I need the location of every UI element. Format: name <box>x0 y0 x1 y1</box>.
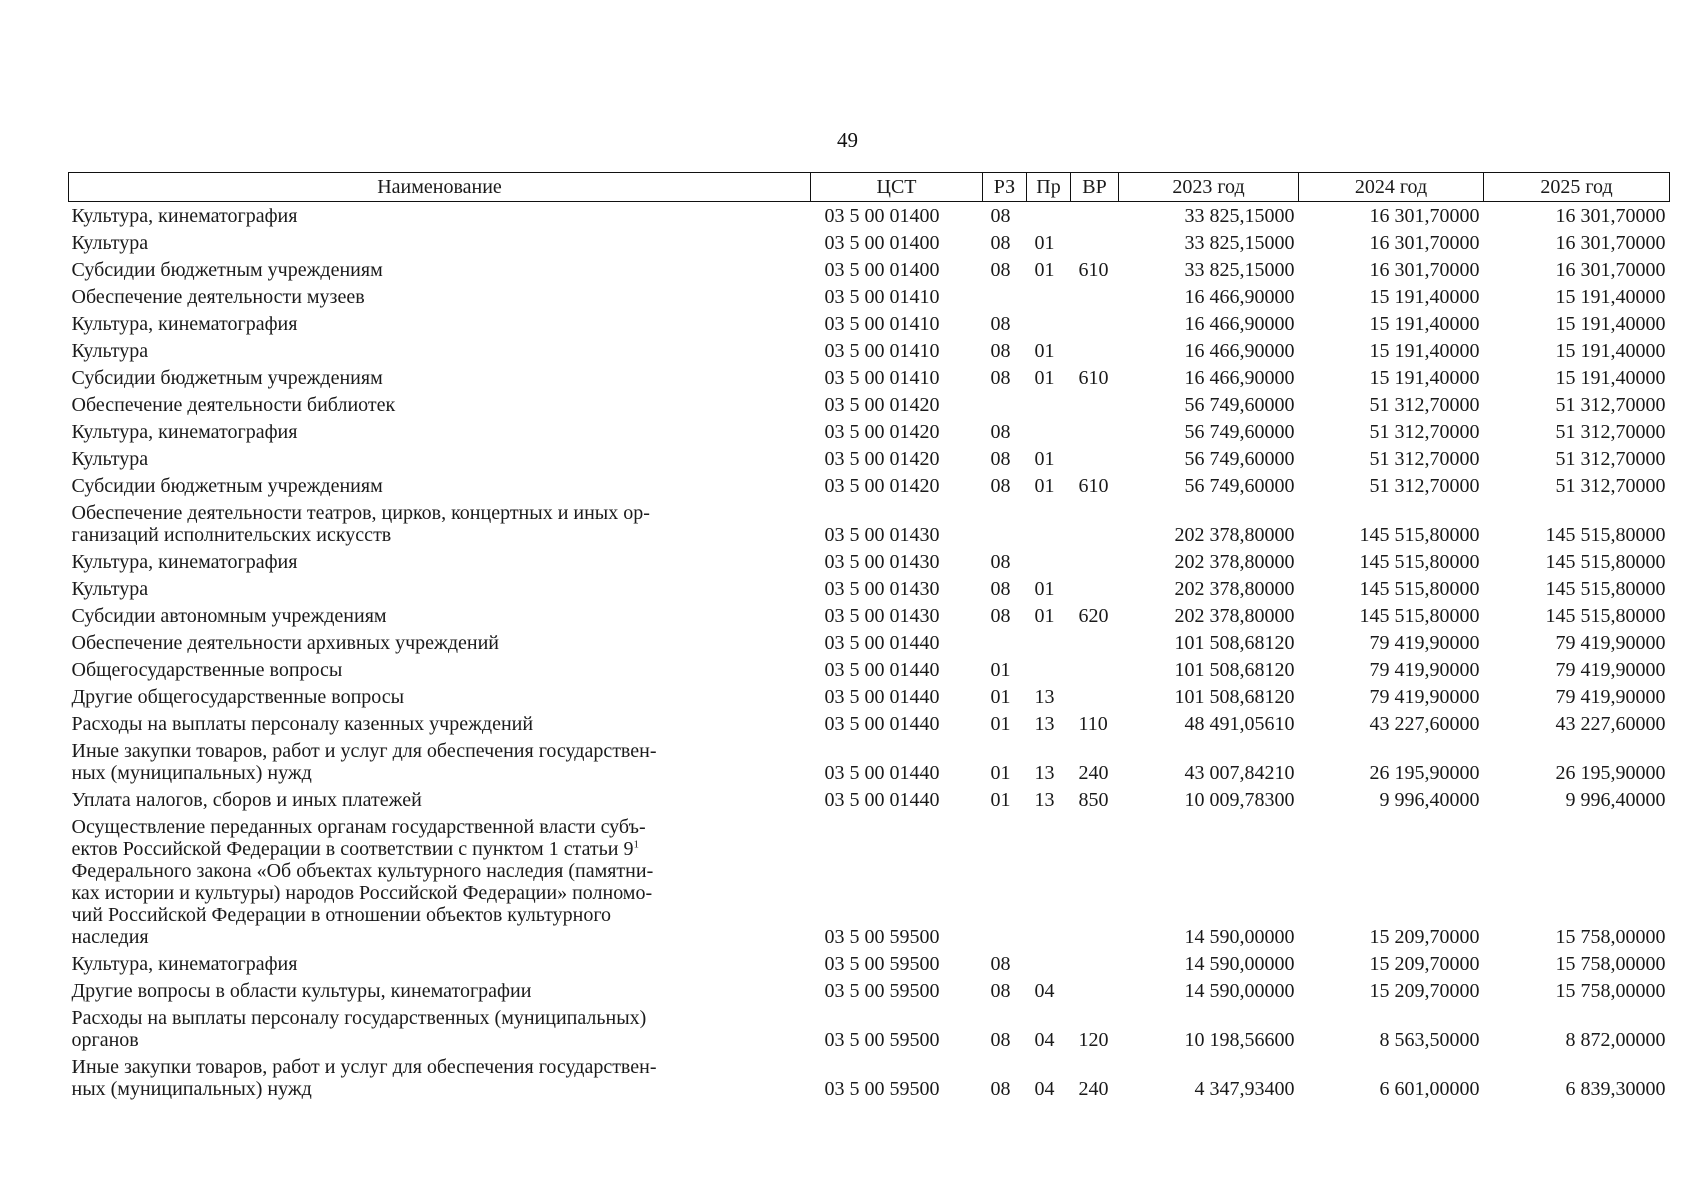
header-2023: 2023 год <box>1119 173 1299 202</box>
cell-name-text: Осуществление переданных органам государственной власти субъ- ектов Российской Федерации в соответствии с пунктом 1 статьи 9 <box>71 816 646 860</box>
cell-name <box>69 445 811 472</box>
cell-cst: 03 5 00 01440 <box>824 659 940 681</box>
cell-2025: 145 515,80000 <box>1545 578 1666 600</box>
cell-name <box>69 977 811 1004</box>
table-row <box>69 710 1670 737</box>
table-row <box>69 391 1670 418</box>
cell-2023: 101 508,68120 <box>1174 686 1295 708</box>
table-row <box>69 656 1670 683</box>
cell-2024: 9 996,40000 <box>1379 789 1480 811</box>
cell-cst: 03 5 00 59500 <box>824 1078 940 1100</box>
cell-name-text-continued: Федерального закона «Об объектах культурного наследия (памятни- ках истории и культуры) народов Российской Федерации» полномо- чий Российской Федерации в отношении объектов культурного наследия <box>71 860 654 948</box>
cell-name <box>69 256 811 283</box>
table-row <box>69 977 1670 1004</box>
cell-name <box>69 337 811 364</box>
cell-2023: 10 009,78300 <box>1184 789 1295 811</box>
cell-2025: 15 191,40000 <box>1555 286 1666 308</box>
cell-vr: 120 <box>1078 1029 1109 1051</box>
table-row <box>69 229 1670 256</box>
cell-2025: 145 515,80000 <box>1545 524 1666 546</box>
cell-2024: 15 191,40000 <box>1369 340 1480 362</box>
cell-2024: 8 563,50000 <box>1379 1029 1480 1051</box>
cell-rz: 08 <box>990 259 1011 281</box>
cell-2023: 14 590,00000 <box>1184 953 1295 975</box>
cell-name <box>69 1004 811 1053</box>
cell-cst: 03 5 00 01430 <box>824 578 940 600</box>
cell-pr: 13 <box>1034 686 1055 708</box>
cell-rz: 08 <box>990 205 1011 227</box>
cell-name-text: Уплата налогов, сборов и иных платежей <box>71 789 422 811</box>
cell-2024: 26 195,90000 <box>1369 762 1480 784</box>
cell-name-text: Культура <box>71 448 149 470</box>
cell-2025: 79 419,90000 <box>1555 632 1666 654</box>
cell-cst: 03 5 00 01410 <box>824 367 940 389</box>
cell-2023: 4 347,93400 <box>1194 1078 1295 1100</box>
cell-name <box>69 629 811 656</box>
cell-vr <box>1071 629 1119 656</box>
cell-rz: 08 <box>990 367 1011 389</box>
cell-2023: 33 825,15000 <box>1184 232 1295 254</box>
cell-name <box>69 813 811 950</box>
cell-2025: 15 191,40000 <box>1555 367 1666 389</box>
cell-vr <box>1071 683 1119 710</box>
cell-2024: 15 191,40000 <box>1369 286 1480 308</box>
cell-vr <box>1071 656 1119 683</box>
cell-pr: 04 <box>1034 1029 1055 1051</box>
cell-2024: 145 515,80000 <box>1359 605 1480 627</box>
page-number: 49 <box>837 128 858 152</box>
cell-2024: 15 209,70000 <box>1369 953 1480 975</box>
cell-name <box>69 786 811 813</box>
cell-rz: 08 <box>990 1078 1011 1100</box>
cell-name-text: Обеспечение деятельности библиотек <box>71 394 396 416</box>
cell-name <box>69 656 811 683</box>
cell-cst: 03 5 00 01400 <box>824 205 940 227</box>
cell-2025: 15 758,00000 <box>1555 953 1666 975</box>
cell-vr <box>1071 575 1119 602</box>
cell-rz <box>983 813 1027 950</box>
cell-name <box>69 391 811 418</box>
cell-2025: 51 312,70000 <box>1555 394 1666 416</box>
cell-pr: 01 <box>1034 259 1055 281</box>
header-rz: РЗ <box>983 173 1027 202</box>
header-2024: 2024 год <box>1299 173 1484 202</box>
table-row <box>69 629 1670 656</box>
cell-vr: 110 <box>1078 713 1108 735</box>
table-row <box>69 602 1670 629</box>
cell-name-text: Культура <box>71 578 149 600</box>
cell-cst: 03 5 00 59500 <box>824 926 940 948</box>
cell-cst: 03 5 00 01400 <box>824 232 940 254</box>
table-row <box>69 499 1670 548</box>
cell-name <box>69 310 811 337</box>
cell-2025: 15 758,00000 <box>1555 980 1666 1002</box>
cell-rz: 01 <box>990 659 1011 681</box>
table-row <box>69 337 1670 364</box>
table-row <box>69 737 1670 786</box>
cell-rz <box>983 391 1027 418</box>
cell-vr <box>1071 202 1119 230</box>
cell-rz: 01 <box>990 762 1011 784</box>
cell-cst: 03 5 00 01420 <box>824 421 940 443</box>
cell-2025: 15 191,40000 <box>1555 340 1666 362</box>
cell-name-text: Другие общегосударственные вопросы <box>71 686 405 708</box>
cell-vr: 240 <box>1078 762 1109 784</box>
cell-rz <box>983 629 1027 656</box>
cell-cst: 03 5 00 59500 <box>824 953 940 975</box>
table-body <box>69 202 1670 1103</box>
cell-rz: 01 <box>990 713 1011 735</box>
cell-vr <box>1071 950 1119 977</box>
cell-2023: 56 749,60000 <box>1184 475 1295 497</box>
cell-2025: 79 419,90000 <box>1555 659 1666 681</box>
cell-rz: 08 <box>990 1029 1011 1051</box>
cell-name <box>69 202 811 230</box>
cell-cst: 03 5 00 01440 <box>824 762 940 784</box>
cell-name <box>69 710 811 737</box>
cell-2024: 15 191,40000 <box>1369 367 1480 389</box>
cell-pr: 04 <box>1034 980 1055 1002</box>
cell-cst: 03 5 00 01440 <box>824 632 940 654</box>
cell-2023: 16 466,90000 <box>1184 367 1295 389</box>
cell-2024: 51 312,70000 <box>1369 421 1480 443</box>
cell-2024: 6 601,00000 <box>1379 1078 1480 1100</box>
cell-name <box>69 683 811 710</box>
cell-pr: 13 <box>1034 789 1055 811</box>
cell-vr: 610 <box>1078 367 1109 389</box>
cell-2024: 145 515,80000 <box>1359 551 1480 573</box>
cell-2025: 51 312,70000 <box>1555 475 1666 497</box>
table-row <box>69 256 1670 283</box>
cell-2024: 51 312,70000 <box>1369 448 1480 470</box>
cell-2024: 15 191,40000 <box>1369 313 1480 335</box>
cell-pr: 01 <box>1034 232 1055 254</box>
table-row <box>69 683 1670 710</box>
cell-pr: 01 <box>1034 448 1055 470</box>
cell-2024: 16 301,70000 <box>1369 232 1480 254</box>
cell-2023: 33 825,15000 <box>1184 205 1295 227</box>
cell-rz: 08 <box>990 448 1011 470</box>
table-header-row <box>69 173 1670 202</box>
cell-rz: 08 <box>990 980 1011 1002</box>
cell-name <box>69 364 811 391</box>
table-row <box>69 472 1670 499</box>
table-row <box>69 548 1670 575</box>
table-row <box>69 202 1670 230</box>
cell-pr: 01 <box>1034 367 1055 389</box>
cell-name <box>69 1053 811 1102</box>
cell-2024: 79 419,90000 <box>1369 686 1480 708</box>
cell-2025: 79 419,90000 <box>1555 686 1666 708</box>
cell-pr: 01 <box>1034 340 1055 362</box>
cell-2025: 51 312,70000 <box>1555 421 1666 443</box>
cell-pr <box>1027 813 1071 950</box>
cell-name-text: Расходы на выплаты персоналу казенных учреждений <box>71 713 534 735</box>
cell-name <box>69 472 811 499</box>
cell-2023: 101 508,68120 <box>1174 632 1295 654</box>
cell-name-text: Культура, кинематография <box>71 205 298 227</box>
cell-name <box>69 283 811 310</box>
table-row <box>69 364 1670 391</box>
cell-2024: 51 312,70000 <box>1369 394 1480 416</box>
cell-vr <box>1071 548 1119 575</box>
cell-2025: 9 996,40000 <box>1565 789 1666 811</box>
cell-2023: 10 198,56600 <box>1184 1029 1295 1051</box>
cell-2025: 16 301,70000 <box>1555 259 1666 281</box>
cell-rz: 01 <box>990 686 1011 708</box>
cell-2024: 43 227,60000 <box>1369 713 1480 735</box>
header-2025: 2025 год <box>1484 173 1670 202</box>
cell-name-text: Расходы на выплаты персоналу государственных (муниципальных) органов <box>71 1007 647 1051</box>
cell-rz: 08 <box>990 475 1011 497</box>
cell-pr <box>1027 629 1071 656</box>
cell-name-text: Культура, кинематография <box>71 313 298 335</box>
table-row <box>69 786 1670 813</box>
cell-2024: 15 209,70000 <box>1369 980 1480 1002</box>
cell-vr: 240 <box>1078 1078 1109 1100</box>
cell-pr <box>1027 548 1071 575</box>
cell-2023: 48 491,05610 <box>1184 713 1295 735</box>
cell-cst: 03 5 00 01430 <box>824 524 940 546</box>
cell-name-text: Субсидии бюджетным учреждениям <box>71 367 383 389</box>
cell-cst: 03 5 00 01410 <box>824 313 940 335</box>
table-row <box>69 445 1670 472</box>
cell-name-text: Субсидии бюджетным учреждениям <box>71 475 383 497</box>
cell-2023: 202 378,80000 <box>1174 551 1295 573</box>
cell-vr <box>1071 499 1119 548</box>
cell-2025: 6 839,30000 <box>1565 1078 1666 1100</box>
cell-2024: 79 419,90000 <box>1369 632 1480 654</box>
cell-cst: 03 5 00 01440 <box>824 686 940 708</box>
cell-2025: 16 301,70000 <box>1555 205 1666 227</box>
cell-name-text: Обеспечение деятельности театров, цирков, концертных и иных ор- ганизаций исполнительских искусств <box>71 502 650 546</box>
cell-name <box>69 418 811 445</box>
cell-2023: 33 825,15000 <box>1184 259 1295 281</box>
cell-pr <box>1027 283 1071 310</box>
cell-pr: 01 <box>1034 605 1055 627</box>
cell-pr <box>1027 499 1071 548</box>
cell-vr <box>1071 813 1119 950</box>
budget-table <box>68 172 1670 1102</box>
cell-vr: 620 <box>1078 605 1109 627</box>
cell-name-text: Культура <box>71 340 149 362</box>
cell-pr: 13 <box>1034 713 1055 735</box>
cell-rz: 01 <box>990 789 1011 811</box>
cell-pr: 01 <box>1034 475 1055 497</box>
cell-rz: 08 <box>990 953 1011 975</box>
cell-name-text: Иные закупки товаров, работ и услуг для обеспечения государствен- ных (муниципальных) нужд <box>71 1056 657 1100</box>
cell-cst: 03 5 00 01420 <box>824 448 940 470</box>
cell-2023: 101 508,68120 <box>1174 659 1295 681</box>
cell-cst: 03 5 00 01420 <box>824 475 940 497</box>
cell-2024: 15 209,70000 <box>1369 926 1480 948</box>
cell-cst: 03 5 00 01410 <box>824 286 940 308</box>
cell-2025: 16 301,70000 <box>1555 232 1666 254</box>
cell-name <box>69 602 811 629</box>
cell-vr <box>1071 229 1119 256</box>
cell-name-text: Субсидии автономным учреждениям <box>71 605 387 627</box>
cell-name-text: Общегосударственные вопросы <box>71 659 343 681</box>
cell-name-text: Культура, кинематография <box>71 421 298 443</box>
cell-pr: 04 <box>1034 1078 1055 1100</box>
cell-name <box>69 575 811 602</box>
cell-2025: 26 195,90000 <box>1555 762 1666 784</box>
table-row <box>69 813 1670 950</box>
cell-name-text: Обеспечение деятельности архивных учреждений <box>71 632 499 654</box>
cell-name-text: Культура <box>71 232 149 254</box>
cell-cst: 03 5 00 59500 <box>824 980 940 1002</box>
cell-cst: 03 5 00 01420 <box>824 394 940 416</box>
cell-2023: 14 590,00000 <box>1184 926 1295 948</box>
cell-name-text: Культура, кинематография <box>71 551 298 573</box>
cell-2023: 56 749,60000 <box>1184 394 1295 416</box>
table-row <box>69 310 1670 337</box>
cell-2024: 16 301,70000 <box>1369 205 1480 227</box>
table-row <box>69 950 1670 977</box>
cell-cst: 03 5 00 01410 <box>824 340 940 362</box>
header-vr: ВР <box>1071 173 1119 202</box>
cell-vr <box>1071 445 1119 472</box>
cell-vr: 850 <box>1078 789 1109 811</box>
cell-vr <box>1071 310 1119 337</box>
cell-vr: 610 <box>1078 475 1109 497</box>
cell-rz <box>983 283 1027 310</box>
cell-name-text: Субсидии бюджетным учреждениям <box>71 259 383 281</box>
cell-2025: 51 312,70000 <box>1555 448 1666 470</box>
cell-pr <box>1027 418 1071 445</box>
cell-pr <box>1027 391 1071 418</box>
cell-name-text: Культура, кинематография <box>71 953 298 975</box>
cell-2023: 16 466,90000 <box>1184 286 1295 308</box>
cell-2024: 145 515,80000 <box>1359 524 1480 546</box>
cell-2023: 43 007,84210 <box>1184 762 1295 784</box>
cell-cst: 03 5 00 01440 <box>824 713 940 735</box>
table-row <box>69 575 1670 602</box>
cell-name <box>69 950 811 977</box>
cell-2023: 16 466,90000 <box>1184 313 1295 335</box>
cell-pr: 01 <box>1034 578 1055 600</box>
cell-pr <box>1027 950 1071 977</box>
header-name: Наименование <box>69 173 811 202</box>
cell-2024: 145 515,80000 <box>1359 578 1480 600</box>
cell-2025: 145 515,80000 <box>1545 551 1666 573</box>
cell-rz: 08 <box>990 551 1011 573</box>
cell-rz: 08 <box>990 340 1011 362</box>
cell-name <box>69 548 811 575</box>
cell-2023: 202 378,80000 <box>1174 578 1295 600</box>
footnote-mark: 1 <box>633 838 639 851</box>
cell-rz: 08 <box>990 605 1011 627</box>
cell-name-text: Другие вопросы в области культуры, кинематографии <box>71 980 532 1002</box>
cell-2025: 15 191,40000 <box>1555 313 1666 335</box>
cell-2024: 16 301,70000 <box>1369 259 1480 281</box>
table-row <box>69 418 1670 445</box>
cell-2023: 56 749,60000 <box>1184 448 1295 470</box>
cell-vr <box>1071 418 1119 445</box>
cell-pr <box>1027 202 1071 230</box>
cell-2023: 16 466,90000 <box>1184 340 1295 362</box>
cell-cst: 03 5 00 01430 <box>824 605 940 627</box>
cell-2025: 8 872,00000 <box>1565 1029 1666 1051</box>
header-pr: Пр <box>1027 173 1071 202</box>
cell-cst: 03 5 00 01440 <box>824 789 940 811</box>
cell-rz: 08 <box>990 421 1011 443</box>
table-row <box>69 1004 1670 1053</box>
cell-rz: 08 <box>990 313 1011 335</box>
cell-rz: 08 <box>990 578 1011 600</box>
cell-name <box>69 229 811 256</box>
cell-pr <box>1027 656 1071 683</box>
cell-vr <box>1071 337 1119 364</box>
cell-2023: 202 378,80000 <box>1174 605 1295 627</box>
cell-2025: 15 758,00000 <box>1555 926 1666 948</box>
cell-2023: 56 749,60000 <box>1184 421 1295 443</box>
cell-cst: 03 5 00 01400 <box>824 259 940 281</box>
cell-pr: 13 <box>1034 762 1055 784</box>
cell-cst: 03 5 00 59500 <box>824 1029 940 1051</box>
cell-2025: 43 227,60000 <box>1555 713 1666 735</box>
cell-2023: 202 378,80000 <box>1174 524 1295 546</box>
cell-2025: 145 515,80000 <box>1545 605 1666 627</box>
cell-name-text: Обеспечение деятельности музеев <box>71 286 365 308</box>
cell-vr <box>1071 283 1119 310</box>
cell-2024: 79 419,90000 <box>1369 659 1480 681</box>
cell-vr <box>1071 391 1119 418</box>
cell-name <box>69 737 811 786</box>
table-row <box>69 283 1670 310</box>
cell-name <box>69 499 811 548</box>
cell-name-text: Иные закупки товаров, работ и услуг для обеспечения государствен- ных (муниципальных) нужд <box>71 740 657 784</box>
cell-rz <box>983 499 1027 548</box>
cell-cst: 03 5 00 01430 <box>824 551 940 573</box>
cell-2023: 14 590,00000 <box>1184 980 1295 1002</box>
cell-2024: 51 312,70000 <box>1369 475 1480 497</box>
cell-vr: 610 <box>1078 259 1109 281</box>
header-cst: ЦСТ <box>811 173 983 202</box>
cell-vr <box>1071 977 1119 1004</box>
cell-pr <box>1027 310 1071 337</box>
cell-rz: 08 <box>990 232 1011 254</box>
table-row <box>69 1053 1670 1102</box>
